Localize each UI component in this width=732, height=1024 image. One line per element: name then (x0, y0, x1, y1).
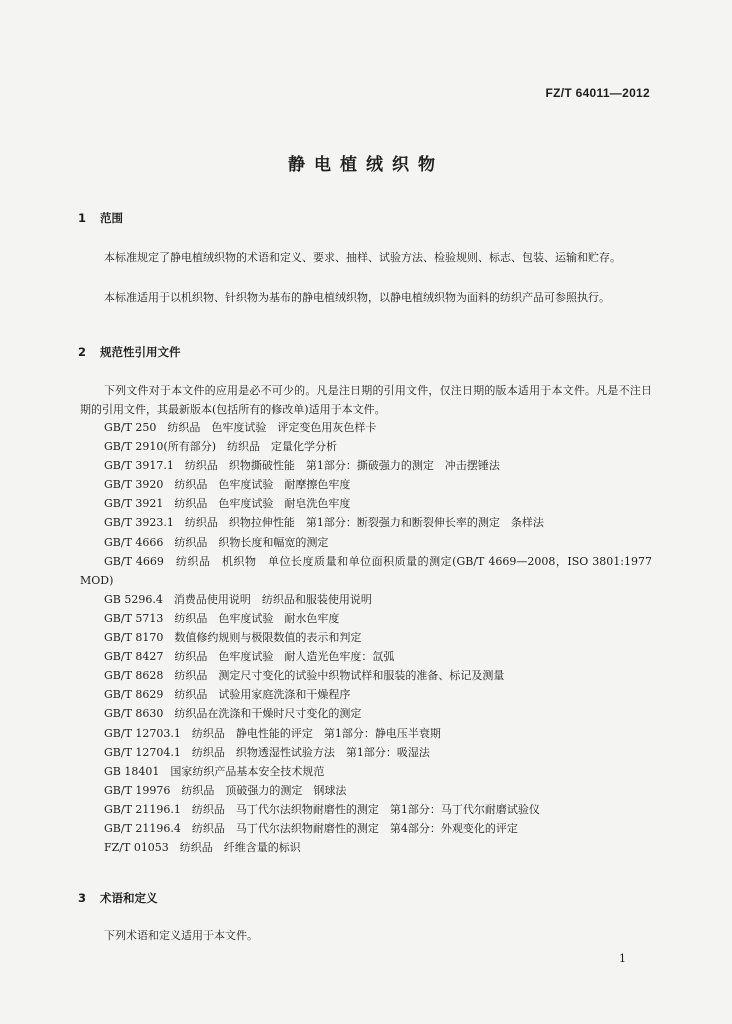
section-3-title: 术语和定义 (100, 891, 158, 905)
section-1-title: 范围 (100, 211, 123, 225)
section-2-heading (78, 344, 181, 360)
reference-item: GB/T 21196.1 纺织品 马丁代尔法织物耐磨性的测定 第1部分：马丁代尔耐磨试验仪 (104, 802, 540, 816)
section-1-heading (78, 210, 123, 226)
reference-item: FZ/T 01053 纺织品 纤维含量的标识 (104, 841, 301, 855)
terms-intro: 下列术语和定义适用于本文件。 (104, 929, 258, 942)
document-title: 静电植绒织物 (288, 155, 444, 175)
reference-item: GB/T 8628 纺织品 测定尺寸变化的试验中织物试样和服装的准备、标记及测量 (104, 669, 505, 683)
reference-item: GB/T 8427 纺织品 色牢度试验 耐人造光色牢度：氙弧 (104, 650, 395, 664)
reference-item: GB/T 3920 纺织品 色牢度试验 耐摩擦色牢度 (104, 478, 351, 492)
reference-list (80, 418, 652, 857)
reference-item: GB 18401 国家纺织产品基本安全技术规范 (104, 764, 325, 778)
scope-paragraph-1: 本标准规定了静电植绒织物的术语和定义、要求、抽样、试验方法、检验规则、标志、包装、运输和贮存。 (104, 251, 621, 264)
reference-item: GB 5296.4 消费品使用说明 纺织品和服装使用说明 (104, 592, 372, 606)
reference-item: GB/T 21196.4 纺织品 马丁代尔法织物耐磨性的测定 第4部分：外观变化的评定 (104, 821, 518, 835)
reference-item: GB/T 3921 纺织品 色牢度试验 耐皂洗色牢度 (104, 497, 351, 511)
references-intro: 下列文件对于本文件的应用是必不可少的。凡是注日期的引用文件，仅注日期的版本适用于本文件。凡是不注日期的引用文件，其最新版本(包括所有的修改单)适用于本文件。 (80, 384, 652, 416)
page-number: 1 (619, 952, 626, 965)
reference-item: GB/T 5713 纺织品 色牢度试验 耐水色牢度 (104, 611, 340, 625)
reference-item: GB/T 2910(所有部分) 纺织品 定量化学分析 (104, 440, 337, 454)
scope-paragraph-2: 本标准适用于以机织物、针织物为基布的静电植绒织物，以静电植绒织物为面料的纺织产品可参照执行。 (104, 291, 610, 304)
reference-item: GB/T 3923.1 纺织品 织物拉伸性能 第1部分：断裂强力和断裂伸长率的测定 条样法 (104, 516, 544, 530)
standard-code: FZ/T 64011—2012 (545, 86, 650, 100)
section-1-number: 1 (78, 211, 87, 225)
section-3-number: 3 (78, 891, 87, 905)
reference-item: GB/T 12704.1 纺织品 织物透湿性试验方法 第1部分：吸湿法 (104, 745, 430, 759)
section-2-title: 规范性引用文件 (100, 345, 181, 359)
section-3-heading (78, 890, 158, 906)
reference-item: GB/T 250 纺织品 色牢度试验 评定变色用灰色样卡 (104, 421, 377, 434)
reference-item: GB/T 3917.1 纺织品 织物撕破性能 第1部分：撕破强力的测定 冲击摆锤法 (104, 459, 500, 473)
reference-item: GB/T 8629 纺织品 试验用家庭洗涤和干燥程序 (104, 688, 351, 702)
reference-item: GB/T 8170 数值修约规则与极限数值的表示和判定 (104, 631, 362, 645)
reference-item: GB/T 8630 纺织品在洗涤和干燥时尺寸变化的测定 (104, 707, 362, 721)
reference-item: GB/T 19976 纺织品 顶破强力的测定 钢球法 (104, 783, 347, 797)
reference-item: GB/T 4669 纺织品 机织物 单位长度质量和单位面积质量的测定(GB/T 4669—2008，ISO 3801:1977 MOD) (80, 554, 652, 587)
reference-item: GB/T 4666 纺织品 织物长度和幅宽的测定 (104, 535, 329, 549)
section-2-number: 2 (78, 345, 87, 359)
reference-item: GB/T 12703.1 纺织品 静电性能的评定 第1部分：静电压半衰期 (104, 726, 441, 740)
